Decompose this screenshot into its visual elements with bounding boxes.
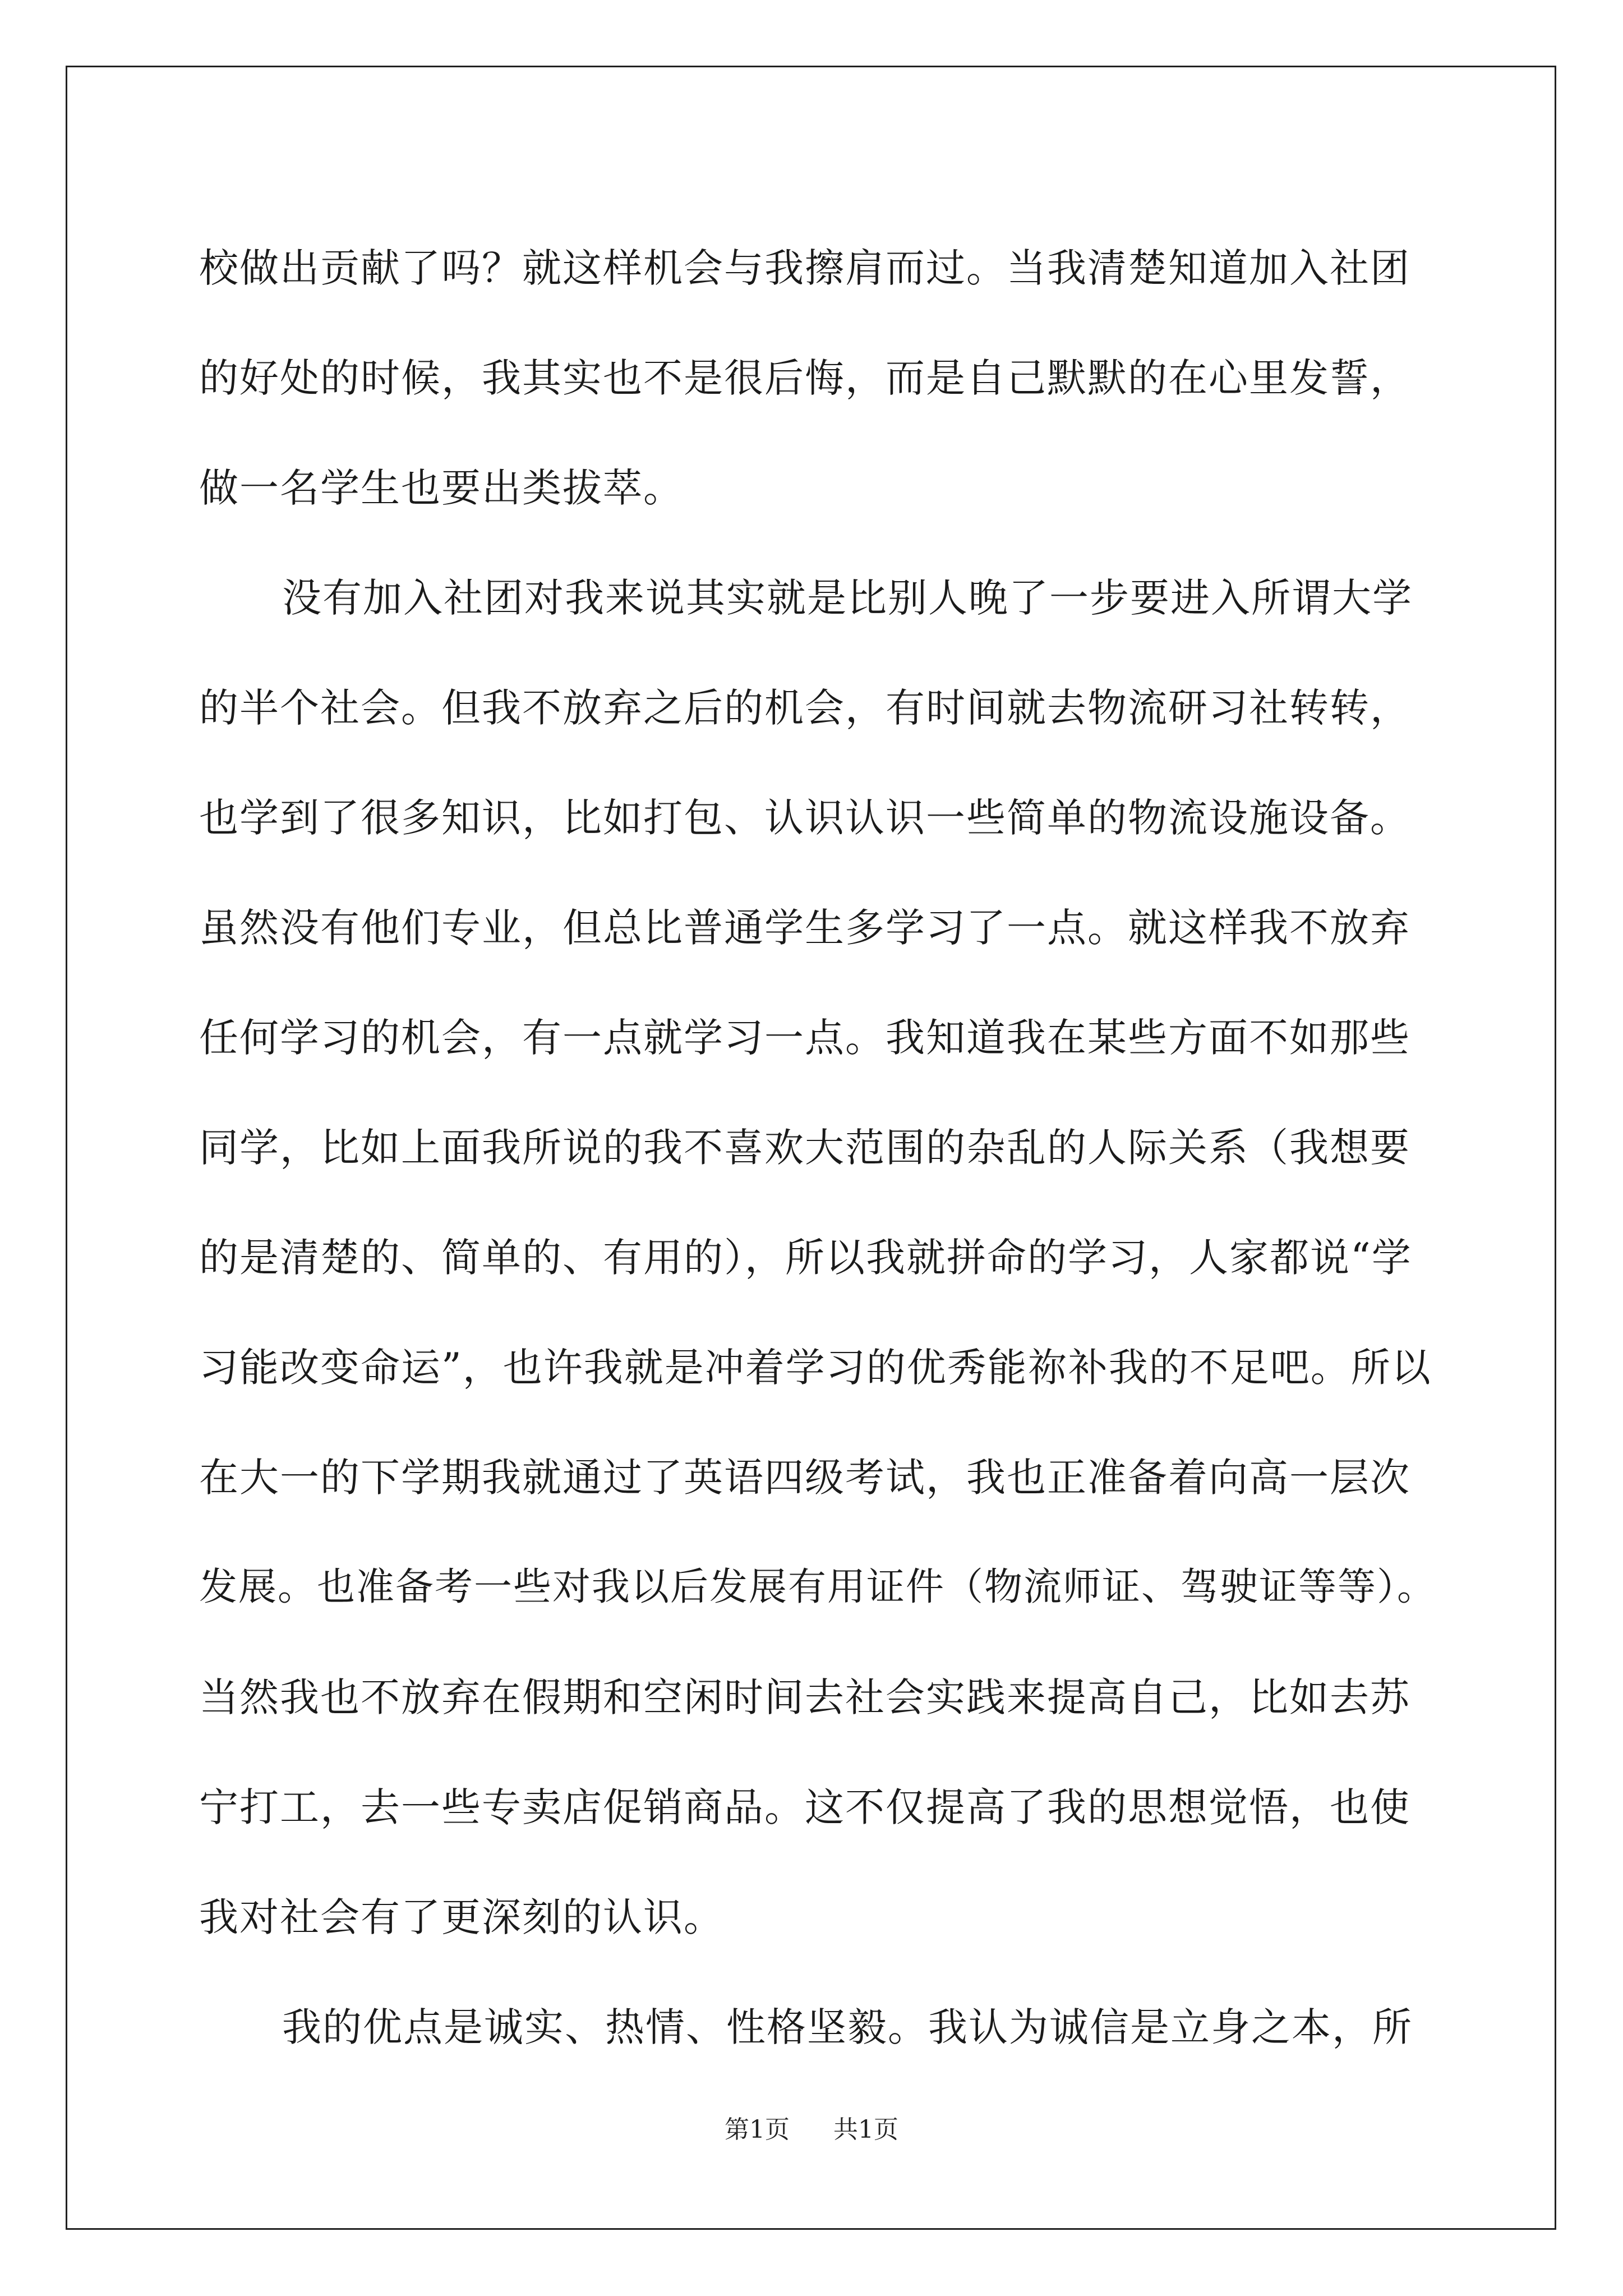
text-line: 没有加入社团对我来说其实就是比别人晚了一步要进入所谓大学 — [282, 575, 1413, 621]
text-line: 发展。也准备考一些对我以后发展有用证件（物流师证、驾驶证等等）。 — [199, 1565, 1437, 1609]
text-line: 任何学习的机会，有一点就学习一点。我知道我在某些方面不如那些 — [199, 1015, 1410, 1061]
text-line: 习能改变命运”，也许我就是冲着学习的优秀能祢补我的不足吧。所以 — [199, 1345, 1432, 1391]
text-line: 我对社会有了更深刻的认识。 — [199, 1894, 724, 1940]
page-number-total: 共1页 — [833, 2115, 898, 2144]
text-line: 我的优点是诚实、热情、性格坚毅。我认为诚信是立身之本，所 — [282, 2004, 1413, 2050]
text-line: 做一名学生也要出类拔萃。 — [199, 465, 684, 511]
text-line: 也学到了很多知识，比如打包、认识认识一些简单的物流设施设备。 — [199, 795, 1410, 841]
text-line: 宁打工，去一些专卖店促销商品。这不仅提高了我的思想觉悟，也使 — [199, 1784, 1410, 1830]
page-footer — [0, 2109, 1623, 2145]
text-line: 当然我也不放弃在假期和空闲时间去社会实践来提高自己，比如去苏 — [199, 1674, 1410, 1720]
document-body — [199, 213, 1450, 2082]
text-line: 校做出贡献了吗？就这样机会与我擦肩而过。当我清楚知道加入社团 — [199, 245, 1410, 291]
text-line: 同学，比如上面我所说的我不喜欢大范围的杂乱的人际关系（我想要 — [199, 1125, 1410, 1171]
text-line: 的好处的时候，我其实也不是很后悔，而是自己默默的在心里发誓， — [199, 355, 1410, 401]
text-line: 在大一的下学期我就通过了英语四级考试，我也正准备着向高一层次 — [199, 1455, 1410, 1501]
text-line: 的是清楚的、简单的、有用的），所以我就拼命的学习，人家都说“学 — [199, 1235, 1412, 1281]
page-number-current: 第1页 — [725, 2115, 790, 2144]
text-line: 的半个社会。但我不放弃之后的机会，有时间就去物流研习社转转， — [199, 685, 1410, 731]
text-line: 虽然没有他们专业，但总比普通学生多学习了一点。就这样我不放弃 — [199, 905, 1410, 951]
